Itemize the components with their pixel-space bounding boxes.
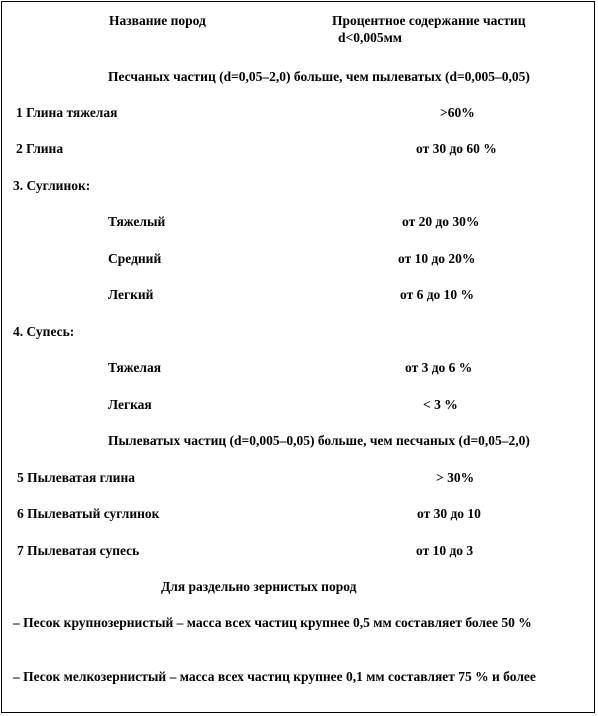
row-value: от 10 до 3 xyxy=(416,543,474,558)
row-name: 1 Глина тяжелая xyxy=(16,105,118,120)
row-name: Тяжелая xyxy=(108,360,162,375)
section-granular-title: Для раздельно зернистых пород xyxy=(161,579,357,594)
section-silty-title: Пылеватых частиц (d=0,005–0,05) больше, чем песчаных (d=0,05–2,0) xyxy=(108,433,530,448)
row-value: от 30 до 10 xyxy=(417,506,481,521)
row-value: < 3 % xyxy=(423,397,458,412)
loam-heading: 3. Суглинок: xyxy=(13,178,91,193)
header-rock-name: Название пород xyxy=(109,13,206,28)
header-particle-content: Процентное содержание частиц xyxy=(332,13,526,28)
granular-note: – Песок мелкозернистый – масса всех частиц крупнее 0,1 мм составляет 75 % и более xyxy=(13,669,536,684)
row-value: от 3 до 6 % xyxy=(405,360,473,375)
row-name: Средний xyxy=(108,251,162,266)
row-value: от 30 до 60 % xyxy=(416,141,497,156)
row-name: Легкий xyxy=(108,287,154,302)
section-sandy-title: Песчаных частиц (d=0,05–2,0) больше, чем пылеватых (d=0,005–0,05) xyxy=(108,69,530,84)
header-particle-size: d<0,005мм xyxy=(338,30,402,45)
row-name: 7 Пылеватая супесь xyxy=(17,543,140,558)
row-value: от 6 до 10 % xyxy=(400,287,475,302)
row-value: от 10 до 20% xyxy=(398,251,476,266)
row-name: Тяжелый xyxy=(108,214,166,229)
row-name: 6 Пылеватый суглинок xyxy=(17,506,160,521)
row-name: Легкая xyxy=(108,397,152,412)
sandy-loam-heading: 4. Супесь: xyxy=(13,324,75,339)
granular-note: – Песок крупнозернистый – масса всех частиц крупнее 0,5 мм составляет более 50 % xyxy=(13,615,532,630)
row-name: 2 Глина xyxy=(16,141,64,156)
row-value: > 30% xyxy=(436,470,475,485)
row-value: >60% xyxy=(440,105,475,120)
row-value: от 20 до 30% xyxy=(402,214,480,229)
document-frame xyxy=(1,1,595,713)
row-name: 5 Пылеватая глина xyxy=(17,470,135,485)
